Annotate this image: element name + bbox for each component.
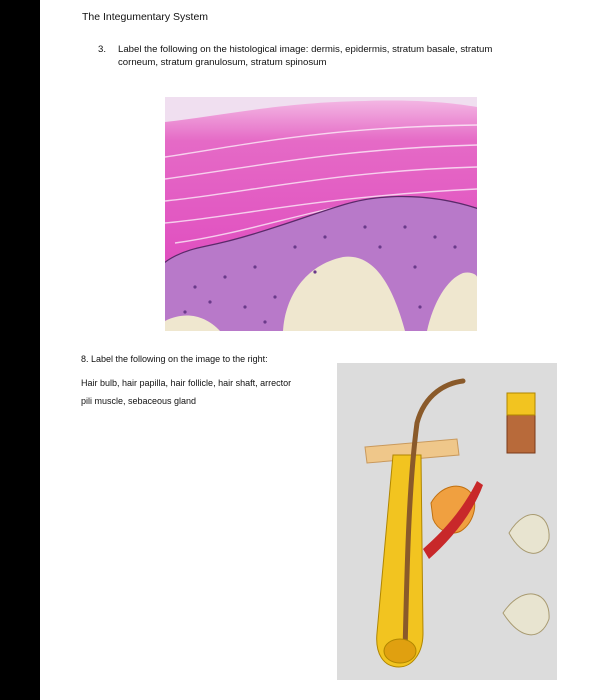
document-page [40,0,609,700]
histological-skin-image [165,97,477,331]
question-8-terms-line-2: pili muscle, sebaceous gland [81,396,197,406]
model-skin-block [507,393,535,453]
hair-bulb [384,639,416,663]
question-3-number: 3. [98,44,107,55]
question-3-text: Label the following on the histological image: dermis, epidermis, stratum basale, stratum corneum, stratum granulosum, stratum spinosum [118,44,493,68]
question-8-prompt: 8. Label the following on the image to the right: [81,354,268,364]
question-8-terms-line-1: Hair bulb, hair papilla, hair follicle, hair shaft, arrector [81,378,292,388]
hair-follicle-model-image [337,363,557,680]
document-title: The Integumentary System [82,11,209,23]
